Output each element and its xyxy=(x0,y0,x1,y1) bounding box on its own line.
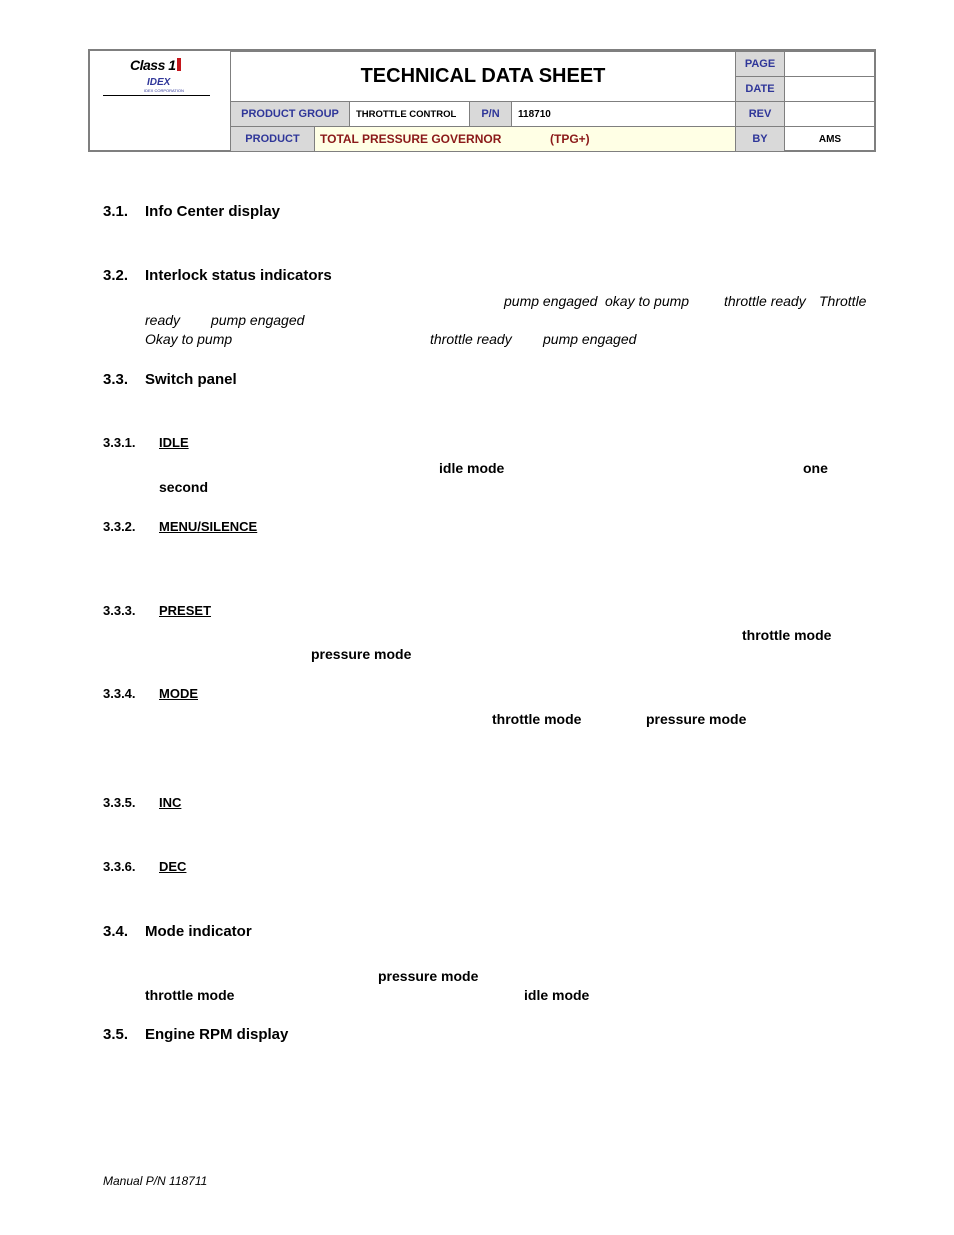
section-heading-3-4 xyxy=(103,923,252,940)
page-label: PAGE xyxy=(744,58,776,70)
subsection-heading-3-3-3 xyxy=(103,603,211,618)
page-label-cell xyxy=(735,51,785,77)
product-value: TOTAL PRESSURE GOVERNOR xyxy=(320,132,502,146)
text-fragment: throttle ready xyxy=(430,331,512,347)
subsection-title: MODE xyxy=(159,686,198,701)
subsection-title: INC xyxy=(159,795,182,810)
text-fragment: Okay to pump xyxy=(145,331,233,347)
section-heading-3-3 xyxy=(103,371,237,388)
pn-value-cell xyxy=(511,101,736,127)
rev-label: REV xyxy=(748,108,772,120)
subsection-number: 3.3.6. xyxy=(103,859,136,874)
section-title: Engine RPM display xyxy=(145,1026,289,1043)
subsection-number: 3.3.5. xyxy=(103,795,136,810)
logo-divider xyxy=(103,95,210,96)
text-fragment: pressure mode xyxy=(378,968,479,984)
text-fragment: pump engaged xyxy=(211,312,305,328)
footer-manual-pn: Manual P/N 118711 xyxy=(103,1174,208,1188)
section-number: 3.5. xyxy=(103,1026,129,1043)
product-group-label: PRODUCT GROUP xyxy=(241,108,339,120)
text-fragment: pump engaged xyxy=(543,331,637,347)
logo-idex: IDEX xyxy=(147,77,171,88)
text-fragment: Throttle xyxy=(819,293,867,309)
by-value: AMS xyxy=(818,133,842,145)
subsection-heading-3-3-2 xyxy=(103,519,257,534)
text-fragment: throttle mode xyxy=(742,627,832,643)
subsection-title: DEC xyxy=(159,859,187,874)
text-fragment: throttle ready xyxy=(724,293,806,309)
section-heading-3-2 xyxy=(103,267,332,284)
section-number: 3.4. xyxy=(103,923,129,940)
subsection-number: 3.3.1. xyxy=(103,435,136,450)
text-fragment: pressure mode xyxy=(311,646,412,662)
by-label: BY xyxy=(752,133,768,145)
page-title: TECHNICAL DATA SHEET xyxy=(360,65,606,87)
product-label: PRODUCT xyxy=(245,133,300,145)
subsection-number: 3.3.4. xyxy=(103,686,136,701)
text-fragment: throttle mode xyxy=(492,711,582,727)
section-title: Info Center display xyxy=(145,203,281,220)
title-cell xyxy=(230,51,736,102)
text-fragment: second xyxy=(159,479,209,495)
section-number: 3.3. xyxy=(103,371,129,388)
section-title: Interlock status indicators xyxy=(145,267,332,284)
logo-text: Class 1 xyxy=(130,57,176,73)
text-fragment: idle mode xyxy=(524,987,590,1003)
product-group-label-cell xyxy=(230,101,350,127)
pn-label-cell xyxy=(469,101,512,127)
section-number: 3.2. xyxy=(103,267,129,284)
header-table xyxy=(88,49,876,152)
subsection-heading-3-3-6 xyxy=(103,859,186,874)
rev-label-cell xyxy=(735,101,785,127)
subsection-number: 3.3.2. xyxy=(103,519,136,534)
by-value-cell xyxy=(784,126,876,152)
product-value-cell xyxy=(314,126,736,152)
subsection-title: PRESET xyxy=(159,603,212,618)
by-label-cell xyxy=(735,126,785,152)
date-label: DATE xyxy=(745,83,775,95)
product-label-cell xyxy=(230,126,315,152)
pn-value: 118710 xyxy=(518,108,551,120)
subsection-title: MENU/SILENCE xyxy=(159,519,258,534)
text-fragment: ready xyxy=(145,312,181,328)
text-fragment: one xyxy=(803,460,828,476)
section-number: 3.1. xyxy=(103,203,129,220)
page-value-cell xyxy=(784,51,876,77)
product-group-value: THROTTLE CONTROL xyxy=(356,108,457,120)
product-code: (TPG+) xyxy=(550,132,590,146)
date-label-cell xyxy=(735,76,785,102)
section-title: Mode indicator xyxy=(145,923,252,940)
logo-cell xyxy=(90,51,231,152)
text-fragment: pump engaged xyxy=(504,293,598,309)
text-fragment: okay to pump xyxy=(605,293,690,309)
logo-tiny: IDEX CORPORATION xyxy=(144,88,184,93)
text-fragment: idle mode xyxy=(439,460,505,476)
date-value-cell xyxy=(784,76,876,102)
logo-red-bar-icon xyxy=(177,58,181,71)
subsection-title: IDLE xyxy=(159,435,189,450)
logo-class1 xyxy=(130,57,181,73)
section-heading-3-5 xyxy=(103,1026,288,1043)
subsection-number: 3.3.3. xyxy=(103,603,136,618)
rev-value-cell xyxy=(784,101,876,127)
subsection-heading-3-3-1 xyxy=(103,435,189,450)
pn-label: P/N xyxy=(481,108,500,120)
text-fragment: pressure mode xyxy=(646,711,747,727)
subsection-heading-3-3-5 xyxy=(103,795,181,810)
subsection-heading-3-3-4 xyxy=(103,686,198,701)
section-title: Switch panel xyxy=(145,371,237,388)
section-heading-3-1 xyxy=(103,203,280,220)
product-group-value-cell xyxy=(349,101,470,127)
text-fragment: throttle mode xyxy=(145,987,235,1003)
